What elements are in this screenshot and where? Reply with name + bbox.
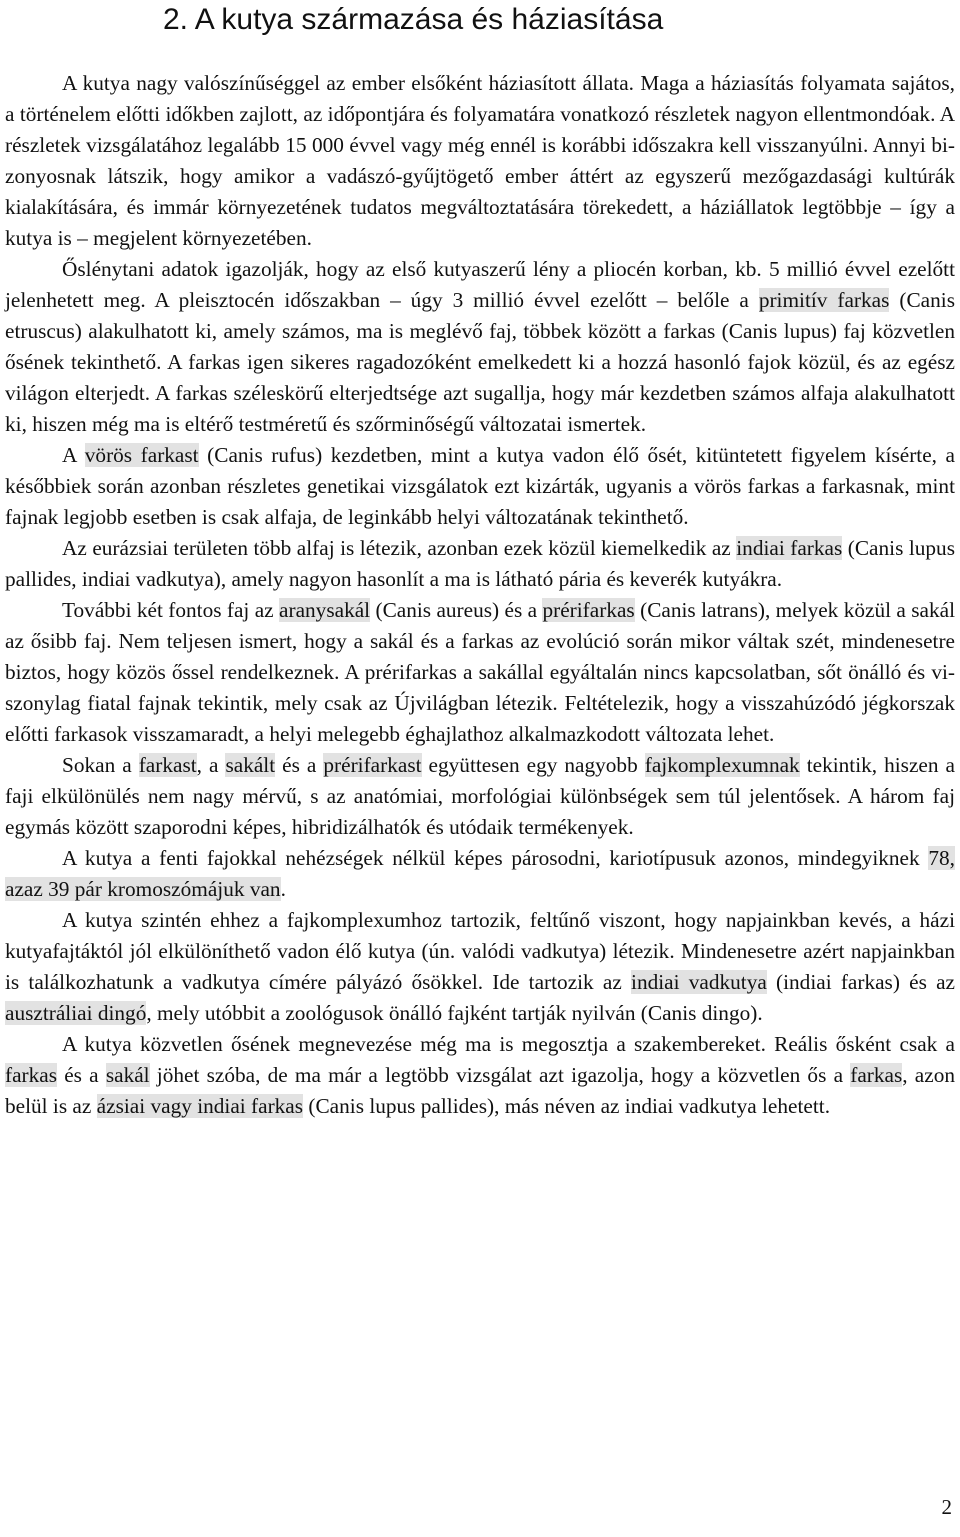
paragraph-2: [5, 254, 955, 440]
highlighted-term: sakált: [225, 753, 276, 777]
text-run: (Canis lupus pallides), más néven az indiai vadkutya lehetett.: [303, 1094, 831, 1118]
highlighted-term: aranysakál: [279, 598, 371, 622]
text-run: (Canis etruscus) alakulhatott ki, amely számos, ma is meglévő faj, többek között a farkas (Canis lupus) faj közvetlen ősének tekinthető. A farkas igen sikeres ragadozóként emelkedett ki a hozzá hasonló fajok közül, és az egész világon elterjedt. A farkas széleskörű elterjedtsége azt sugallja, hogy már kezdetben számos alfaja alakulhatott ki, hiszen még ma is eltérő testméretű és szőrminőségű változatai ismertek.: [5, 288, 955, 436]
highlighted-term: farkast: [138, 753, 197, 777]
text-run: A: [62, 443, 85, 467]
highlighted-term: ausztráliai dingó: [5, 1001, 147, 1025]
paragraph-8: [5, 905, 955, 1029]
highlighted-term: indiai farkas: [736, 536, 843, 560]
text-run: .: [280, 877, 286, 901]
text-run: (Canis aureus) és a: [370, 598, 543, 622]
highlighted-term: fajkomplexumnak: [644, 753, 800, 777]
text-run: (indiai farkas) és az: [766, 970, 955, 994]
text-run: A kutya szintén ehhez a fajkomplexumhoz tartozik, feltűnő viszont, hogy napjainkban kevés, a házi kutyafajtáktól jól elkülöníthető vadon élő kutya (ún. valódi vadkutya) létezik. Mindenesetre azért napjainkban is találkozhatunk a vadkutya címére pályázó ősökkel. Ide tartozik az: [5, 908, 955, 994]
highlighted-term: farkas: [850, 1063, 903, 1087]
paragraph-4: [5, 533, 955, 595]
text-run: , a: [196, 753, 226, 777]
text-run: Őslénytani adatok igazolják, hogy az első kutyaszerű lény a pliocén korban, kb. 5 millió évvel ezelőtt jelenhetett meg. A pleisztocén időszakban – úgy 3 millió évvel ezelőtt – belőle a: [5, 257, 955, 312]
paragraph-9: [5, 1029, 955, 1122]
highlighted-term: sakál: [105, 1063, 150, 1087]
highlighted-term: prérifarkas: [542, 598, 635, 622]
text-run: (Canis lupus pallides, indiai vadkutya), amely nagyon hasonlít a ma is látható pária és keverék kutyákra.: [5, 536, 955, 591]
paragraph-5: [5, 595, 955, 750]
text-run: A kutya a fenti fajokkal nehézségek nélkül képes párosodni, kariotípusuk azonos, mindegyiknek: [62, 846, 929, 870]
paragraph-1: [5, 68, 955, 254]
document-body: [5, 68, 955, 1122]
text-run: További két fontos faj az: [62, 598, 280, 622]
text-run: A kutya nagy valószínűséggel az ember elsőként háziasított állata. Maga a háziasítás folyamata sajátos, a történelem előtti időkben zajlott, az időpontjára és folyamatára vonatkozó részletek nagyon ellentmondóak. A részletek vizsgálatához legalább 15 000 évvel vagy még ennél is korábbi időszakra kell visszanyúlni. Annyi bizonyosnak látszik, hogy amikor a vadászó-gyűjtögető ember áttért az egyszerű mezőgazdasági kultúrák kialakítására, és immár környezetének tudatos megváltoztatására törekedett, a háziállatok legtöbbje – így a kutya is – megjelent környezetében.: [5, 71, 955, 250]
text-run: Az eurázsiai területen több alfaj is létezik, azonban ezek közül kiemelkedik az: [62, 536, 737, 560]
text-run: (Canis latrans), melyek közül a sakál az ősibb faj. Nem teljesen ismert, hogy a sakál és a farkas az evolúció során mikor váltak szét, mindenesetre biztos, hogy közös őssel rendelkeznek. A prérifarkas a sakállal egyáltalán nincs kapcsolatban, sőt önálló és viszonylag fiatal fajnak tekintik, mely csak az Újvilágban létezik. Feltételezik, hogy a visszahúzódó jégkorszak előtti farkasok visszamaradt, a helyi melegebb éghajlathoz alkalmazkodott változata lehet.: [5, 598, 956, 746]
paragraph-6: [5, 750, 955, 843]
page-title: 2. A kutya származása és háziasítása: [163, 3, 664, 36]
paragraph-3: [5, 440, 955, 533]
highlighted-term: farkas: [5, 1063, 58, 1087]
highlighted-term: prérifarkast: [323, 753, 422, 777]
highlighted-term: indiai vadkutya: [631, 970, 767, 994]
text-run: A kutya közvetlen ősének megnevezése még ma is megosztja a szakembereket. Reális ősként csak a: [62, 1032, 955, 1056]
page-number: 2: [941, 1495, 952, 1519]
text-run: tekintik, hiszen a faji elkülönülés nem nagy mérvű, s az anatómiai, morfológiai különbségek sem túl jelentősek. A három faj egymás között szaporodni képes, hibridizálhatók és utódaik termékenyek.: [5, 753, 955, 839]
text-run: és a: [57, 1063, 106, 1087]
text-run: Sokan a: [62, 753, 139, 777]
text-run: , mely utóbbit a zoológusok önálló fajként tartják nyilván (Canis dingo).: [146, 1001, 763, 1025]
highlighted-term: ázsiai vagy indiai farkas: [96, 1094, 304, 1118]
text-run: együttesen egy nagyobb: [421, 753, 645, 777]
highlighted-term: 78, azaz 39 pár kromoszómájuk van: [5, 846, 955, 901]
text-run: , azon belül is az: [5, 1063, 955, 1118]
highlighted-term: primitív farkas: [758, 288, 890, 312]
paragraph-7: [5, 843, 955, 905]
highlighted-term: vörös farkast: [84, 443, 199, 467]
text-run: (Canis rufus) kezdetben, mint a kutya vadon élő ősét, kitüntetett figyelem kísérte, a későbbiek során azonban részletes genetikai vizsgálatok ezt kizárták, ugyanis a vörös farkas a farkasnak, mint fajnak legjobb esetben is csak alfaja, de leginkább helyi változatának tekinthető.: [5, 443, 955, 529]
text-run: jöhet szóba, de ma már a legtöbb vizsgálat azt igazolja, hogy a közvetlen ős a: [149, 1063, 851, 1087]
text-run: és a: [275, 753, 324, 777]
